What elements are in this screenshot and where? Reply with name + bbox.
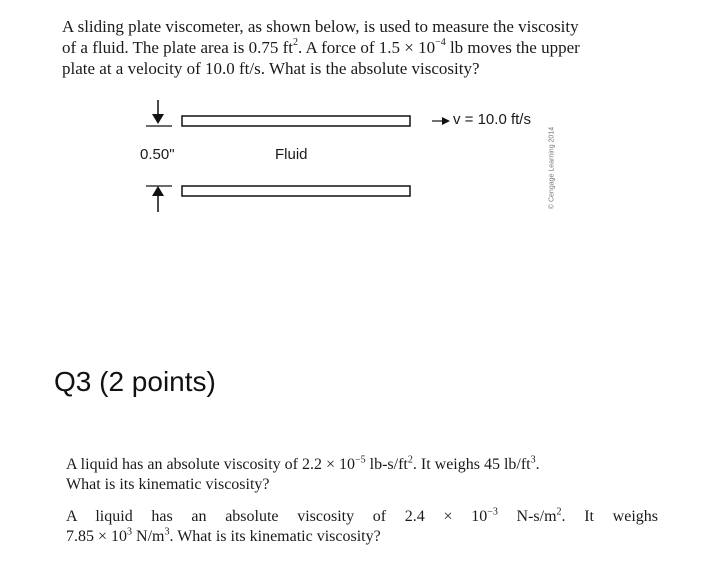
problem1-line-2: of a fluid. The plate area is 0.75 $ft^2$. A force of $1.5 \times 10^{-4}$ lb moves the upper — [62, 37, 580, 57]
upper-plate — [182, 116, 410, 126]
velocity-label: v = 10.0 ft/s — [453, 111, 531, 128]
velocity-arrow-icon — [432, 117, 450, 125]
copyright-credit: © Cengage Learning 2014 — [548, 126, 556, 210]
problem3-line-1: A liquid has an absolute viscosity of $2.4 \times 10^{-3}$ $N-s/m^2$. It weighs — [66, 506, 658, 525]
viscometer-figure — [0, 0, 702, 250]
problem2-line-1: A liquid has an absolute viscosity of $2.2 \times 10^{-5}$ $lb-s/ft^2$. It weighs 45 $lb/ft^3$. — [66, 454, 540, 473]
problem2-line-2: What is its kinematic viscosity? — [66, 476, 270, 493]
problem1-line-3: plate at a velocity of 10.0 ft/s. What is the absolute viscosity? — [62, 59, 480, 78]
problem-statement-3 — [66, 507, 658, 547]
problem-statement-2 — [66, 455, 666, 495]
gap-arrow-up-icon — [146, 186, 172, 212]
lower-plate — [182, 186, 410, 196]
q3-heading: Q3 (2 points) — [54, 366, 216, 397]
fluid-label: Fluid — [275, 146, 308, 163]
gap-arrow-down-icon — [146, 100, 172, 126]
gap-label: 0.50" — [140, 146, 175, 163]
viscometer-diagram — [0, 0, 702, 250]
problem1-line-1: A sliding plate viscometer, as shown below, is used to measure the viscosity — [62, 17, 579, 36]
problem3-line-2: $7.85 \times 10^3$ $N/m^3$. What is its kinematic viscosity? — [66, 526, 381, 545]
